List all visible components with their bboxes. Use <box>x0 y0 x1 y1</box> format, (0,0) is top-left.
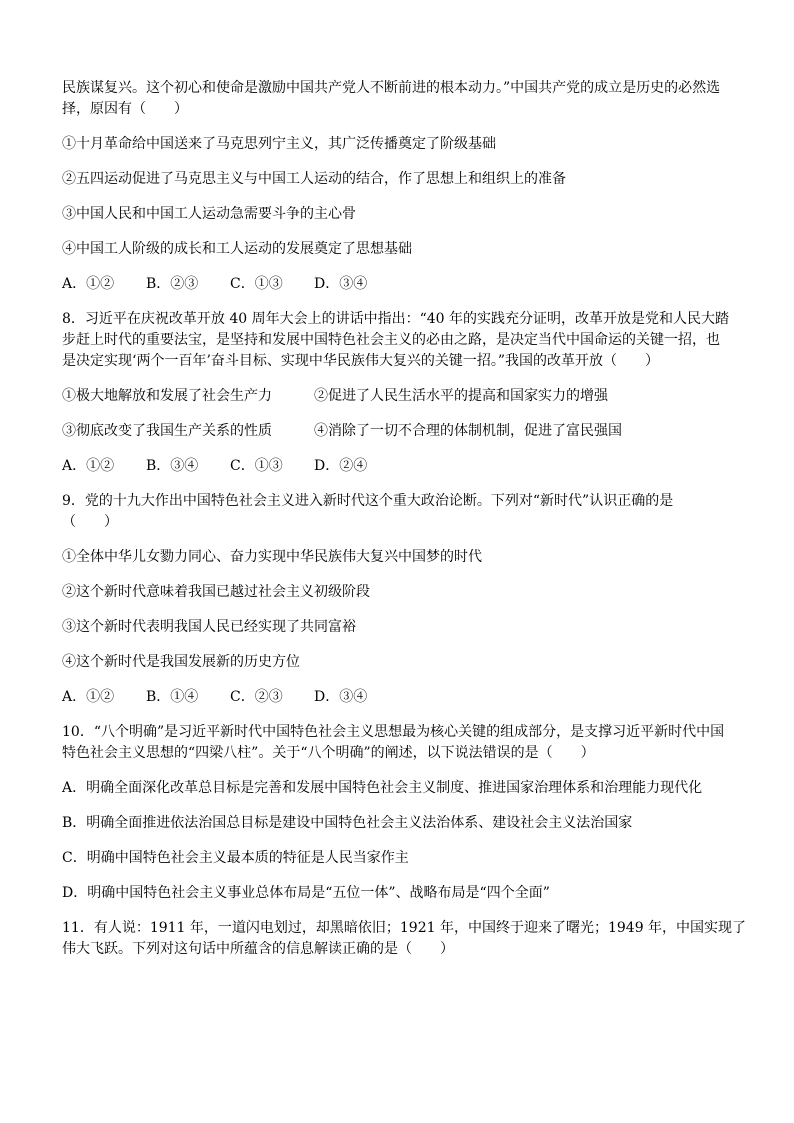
stem-line: 8．习近平在庆祝改革开放 40 周年大会上的讲话中指出：“40 年的实践充分证明，改革开放是党和人民大踏 <box>62 311 730 327</box>
choice-b: B．明确全面推进依法治国总目标是建设中国特色社会主义法治体系、建设社会主义法治国家 <box>62 815 633 831</box>
statement-item: ①极大地解放和发展了社会生产力 <box>62 388 272 404</box>
option-a: A．①② <box>62 458 115 474</box>
stem-line: 择，原因有（ ） <box>62 101 188 117</box>
statement-item: ②这个新时代意味着我国已越过社会主义初级阶段 <box>62 584 370 600</box>
choice-c: C．明确中国特色社会主义最本质的特征是人民当家作主 <box>62 850 409 866</box>
option-a: A．①② <box>62 276 115 292</box>
answer-options <box>62 687 734 708</box>
statement-item: ①全体中华儿女勠力同心、奋力实现中华民族伟大复兴中国梦的时代 <box>62 549 482 565</box>
stem-line: 10．“八个明确”是习近平新时代中国特色社会主义思想最为核心关键的组成部分，是支撑习近平新时代中国 <box>62 724 725 740</box>
statement-item: ②促进了人民生活水平的提高和国家实力的增强 <box>314 388 608 404</box>
statement-row <box>62 386 734 407</box>
statement-item: ①十月革命给中国送来了马克思列宁主义，其广泛传播奠定了阶级基础 <box>62 136 496 152</box>
stem-line: 伟大飞跃。下列对这句话中所蕴含的信息解读正确的是（ ） <box>62 941 454 957</box>
stem-line: 11．有人说：1911 年，一道闪电划过，却黑暗依旧；1921 年，中国终于迎来了曙光；1949 年，中国实现了 <box>62 920 747 936</box>
statement-item: ④消除了一切不合理的体制机制，促进了富民强国 <box>314 423 622 439</box>
question-9-stem <box>62 491 734 533</box>
choice-a: A．明确全面深化改革总目标是完善和发展中国特色社会主义制度、推进国家治理体系和治理能力现代化 <box>62 780 703 796</box>
option-c: C．②③ <box>230 689 283 705</box>
statement-row <box>62 421 734 442</box>
document-page <box>62 78 747 960</box>
question-8-stem <box>62 309 734 372</box>
stem-line: 是决定实现‘两个一百年’奋斗目标、实现中华民族伟大复兴的关键一招。”我国的改革开放（ ） <box>62 353 660 369</box>
statement-item: ②五四运动促进了马克思主义与中国工人运动的结合，作了思想上和组织上的准备 <box>62 171 566 187</box>
option-c: C．①③ <box>230 458 283 474</box>
stem-line: 特色社会主义思想的“四梁八柱”。关于“八个明确”的阐述，以下说法错误的是（ ） <box>62 745 595 761</box>
question-10-stem <box>62 722 734 764</box>
option-b: B．①④ <box>146 689 199 705</box>
option-b: B．③④ <box>146 458 199 474</box>
option-b: B．②③ <box>146 276 199 292</box>
option-a: A．①② <box>62 689 115 705</box>
answer-options <box>62 274 734 295</box>
statement-item: ④这个新时代是我国发展新的历史方位 <box>62 654 300 670</box>
choice-d: D．明确中国特色社会主义事业总体布局是“五位一体”、战略布局是“四个全面” <box>62 885 550 901</box>
statement-item: ④中国工人阶级的成长和工人运动的发展奠定了思想基础 <box>62 241 412 257</box>
statement-item: ③这个新时代表明我国人民已经实现了共同富裕 <box>62 619 356 635</box>
question-11-stem <box>62 918 747 960</box>
stem-line: 民族谋复兴。这个初心和使命是激励中国共产党人不断前进的根本动力。”中国共产党的成立是历史的必然选 <box>62 80 721 96</box>
option-d: D．③④ <box>314 276 368 292</box>
answer-options <box>62 456 734 477</box>
stem-line: （ ） <box>62 514 118 530</box>
question-7-stem <box>62 78 734 120</box>
option-d: D．②④ <box>314 458 368 474</box>
stem-line: 9．党的十九大作出中国特色社会主义进入新时代这个重大政治论断。下列对“新时代”认识正确的是 <box>62 493 674 509</box>
option-d: D．③④ <box>314 689 368 705</box>
statement-item: ③彻底改变了我国生产关系的性质 <box>62 423 272 439</box>
statement-item: ③中国人民和中国工人运动急需要斗争的主心骨 <box>62 206 356 222</box>
stem-line: 步赶上时代的重要法宝，是坚持和发展中国特色社会主义的必由之路，是决定当代中国命运的关键一招，也 <box>62 332 720 348</box>
option-c: C．①③ <box>230 276 283 292</box>
